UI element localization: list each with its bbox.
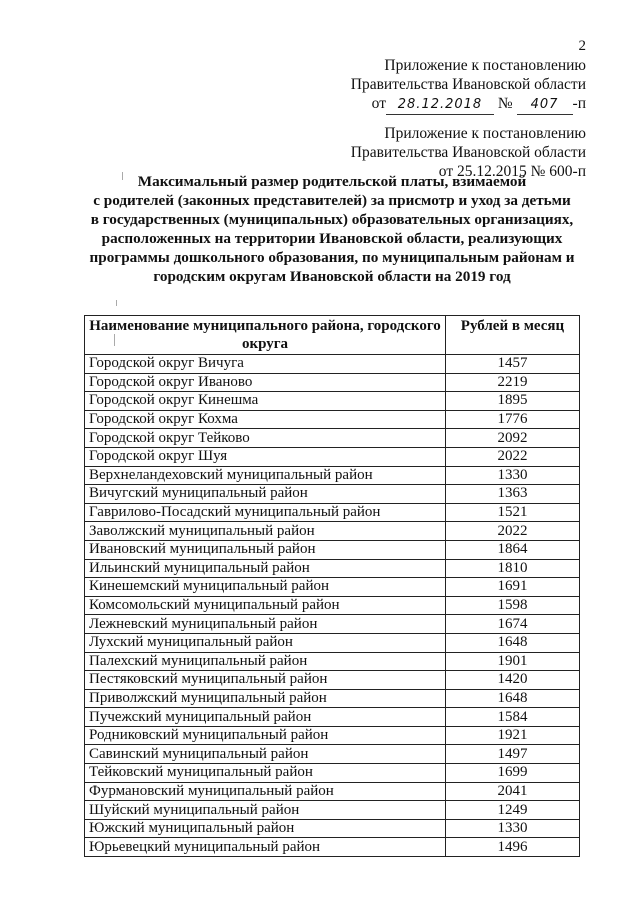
table-row [85,466,580,485]
fee-value: 1330 [446,466,580,485]
district-name: Пестяковский муниципальный район [85,671,446,690]
table-row [85,782,580,801]
fee-value: 2022 [446,447,580,466]
table-row [85,708,580,727]
appendix-line-1: Приложение к постановлению [384,57,586,74]
district-name: Городской округ Тейково [85,429,446,448]
district-name: Родниковский муниципальный район [85,726,446,745]
fee-value: 1810 [446,559,580,578]
district-name: Городской округ Вичуга [85,355,446,374]
district-name: Лухский муниципальный район [85,633,446,652]
fee-value: 1521 [446,503,580,522]
fee-value: 1584 [446,708,580,727]
table-row [85,392,580,411]
district-name: Ильинский муниципальный район [85,559,446,578]
title-line: в государственных (муниципальных) образовательных организациях, [90,211,574,228]
number-suffix: -п [572,95,586,112]
table-row [85,596,580,615]
fee-value: 1330 [446,819,580,838]
appendix-original-line-3: от 25.12.2015 № 600-п [438,163,586,180]
table-row [85,764,580,783]
header-name: Наименование муниципального района, городского округа [85,316,446,355]
document-title [84,172,580,286]
district-name: Комсомольский муниципальный район [85,596,446,615]
header-value: Рублей в месяц [446,316,580,355]
table-row [85,819,580,838]
district-name: Верхнеландеховский муниципальный район [85,466,446,485]
table-row [85,503,580,522]
district-name: Городской округ Кинешма [85,392,446,411]
title-line: Максимальный размер родительской платы, взимаемой [137,173,527,190]
fee-value: 1496 [446,838,580,857]
page-number: 2 [578,38,586,54]
district-name: Тейковский муниципальный район [85,764,446,783]
district-name: Городской округ Шуя [85,447,446,466]
fee-value: 1699 [446,764,580,783]
district-name: Городской округ Кохма [85,410,446,429]
table-row [85,838,580,857]
district-name: Городской округ Иваново [85,373,446,392]
district-name: Пучежский муниципальный район [85,708,446,727]
table-row [85,373,580,392]
title-line: программы дошкольного образования, по муниципальным районам и [89,249,575,266]
table-row [85,447,580,466]
table-row [85,745,580,764]
table-row [85,633,580,652]
table-row [85,652,580,671]
fee-value: 2041 [446,782,580,801]
fee-value: 1864 [446,540,580,559]
scan-mark [116,300,117,306]
district-name: Вичугский муниципальный район [85,485,446,504]
title-line: с родителей (законных представителей) за присмотр и уход за детьми [93,192,571,209]
fee-value: 1901 [446,652,580,671]
district-name: Приволжский муниципальный район [85,689,446,708]
district-name: Гаврилово-Посадский муниципальный район [85,503,446,522]
table-row [85,726,580,745]
district-name: Заволжский муниципальный район [85,522,446,541]
fee-value: 1497 [446,745,580,764]
handwritten-date: 28.12.2018 [386,95,494,115]
fee-value: 1363 [446,485,580,504]
appendix-original-line-2: Правительства Ивановской области [350,144,586,161]
table-row [85,410,580,429]
fee-value: 1921 [446,726,580,745]
fee-value: 2219 [446,373,580,392]
district-name: Ивановский муниципальный район [85,540,446,559]
fee-value: 1674 [446,615,580,634]
table-row [85,485,580,504]
fee-value: 1249 [446,801,580,820]
fee-value: 1648 [446,689,580,708]
district-name: Кинешемский муниципальный район [85,578,446,597]
number-prefix: № [497,95,513,112]
fee-value: 2022 [446,522,580,541]
table-body [85,355,580,857]
table-row [85,355,580,374]
district-name: Фурмановский муниципальный район [85,782,446,801]
fee-value: 2092 [446,429,580,448]
table-row [85,615,580,634]
district-name: Южский муниципальный район [85,819,446,838]
table-row [85,559,580,578]
fee-value: 1895 [446,392,580,411]
fee-value: 1776 [446,410,580,429]
table-row [85,801,580,820]
date-prefix: от [371,95,386,112]
fee-table [84,315,580,857]
fee-value: 1648 [446,633,580,652]
table-row [85,689,580,708]
table-row [85,671,580,690]
appendix-current-header [351,56,586,115]
fee-value: 1598 [446,596,580,615]
district-name: Савинский муниципальный район [85,745,446,764]
table-row [85,522,580,541]
table-row [85,578,580,597]
district-name: Юрьевецкий муниципальный район [85,838,446,857]
district-name: Палехский муниципальный район [85,652,446,671]
title-line: городским округам Ивановской области на 2019 год [153,268,511,285]
fee-value: 1457 [446,355,580,374]
appendix-date-line [351,94,586,115]
table-row [85,540,580,559]
appendix-original-line-1: Приложение к постановлению [384,125,586,142]
table-header-row [85,316,580,355]
district-name: Лежневский муниципальный район [85,615,446,634]
appendix-line-2: Правительства Ивановской области [350,76,586,93]
fee-value: 1420 [446,671,580,690]
fee-value: 1691 [446,578,580,597]
table-row [85,429,580,448]
handwritten-number: 407 [517,95,573,115]
title-line: расположенных на территории Ивановской области, реализующих [101,230,563,247]
district-name: Шуйский муниципальный район [85,801,446,820]
